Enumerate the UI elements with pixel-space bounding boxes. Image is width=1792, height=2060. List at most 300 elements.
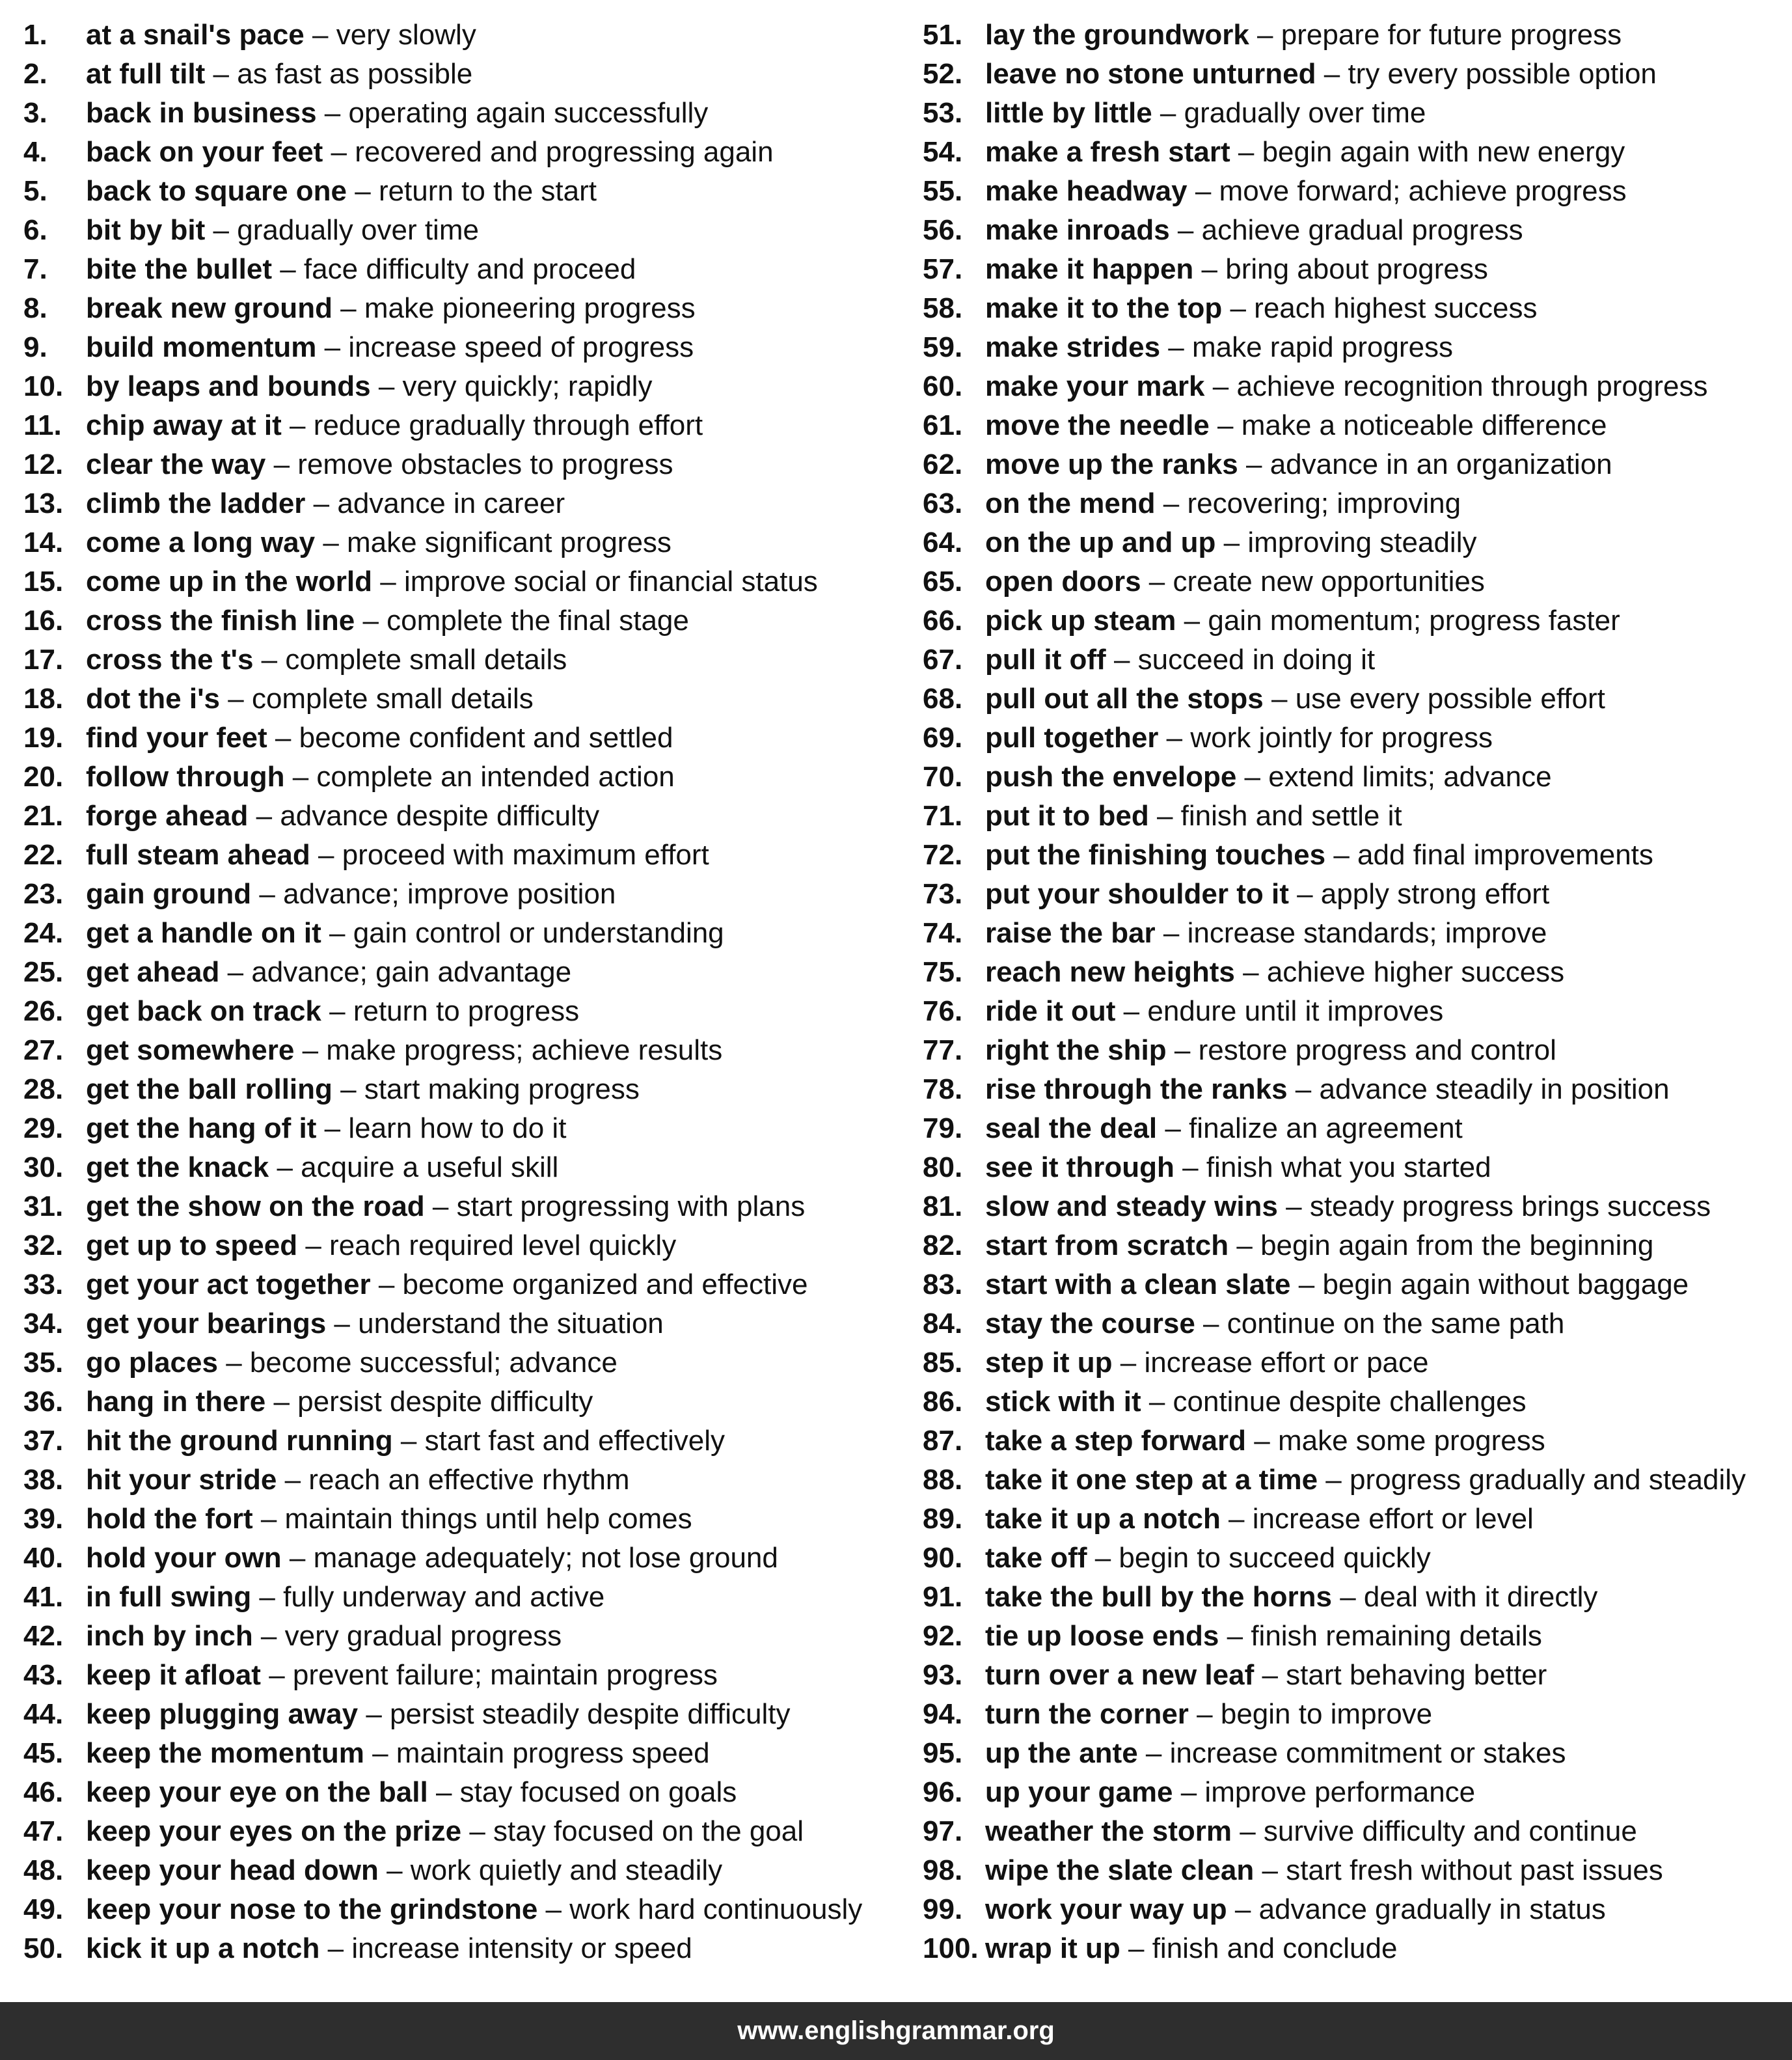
idiom-definition: work hard continuously xyxy=(569,1893,863,1925)
idiom-phrase: climb the ladder xyxy=(86,488,306,519)
website-url[interactable]: www.englishgrammar.org xyxy=(737,2016,1055,2045)
dash-separator: – xyxy=(1229,1229,1261,1261)
idiom-phrase: back in business xyxy=(86,97,317,129)
idiom-phrase: find your feet xyxy=(86,722,267,754)
idiom-definition: become confident and settled xyxy=(299,722,673,754)
item-number: 25. xyxy=(23,956,64,988)
idiom-phrase: raise the bar xyxy=(985,917,1156,949)
item-number: 17. xyxy=(23,644,64,676)
idiom-definition: increase commitment or stakes xyxy=(1169,1737,1566,1769)
idiom-definition: steady progress brings success xyxy=(1309,1190,1711,1222)
idiom-phrase: keep it afloat xyxy=(86,1659,261,1691)
idiom-definition: persist steadily despite difficulty xyxy=(390,1698,791,1730)
idiom-phrase: cross the t's xyxy=(86,644,254,676)
idiom-definition: gain momentum; progress faster xyxy=(1208,605,1620,637)
idiom-definition: finalize an agreement xyxy=(1189,1112,1463,1144)
dash-separator: – xyxy=(1157,1112,1189,1144)
dash-separator: – xyxy=(1141,1386,1173,1418)
item-number: 34. xyxy=(23,1308,64,1339)
idiom-phrase: get a handle on it xyxy=(86,917,321,949)
list-item xyxy=(23,1773,908,1812)
list-item xyxy=(923,55,1792,94)
idiom-definition: start progressing with plans xyxy=(456,1190,806,1222)
idiom-phrase: rise through the ranks xyxy=(985,1073,1288,1105)
idiom-definition: very quickly; rapidly xyxy=(402,370,653,402)
idiom-definition: make progress; achieve results xyxy=(326,1034,723,1066)
dash-separator: – xyxy=(265,1386,298,1418)
list-item xyxy=(23,1421,908,1461)
list-item xyxy=(23,680,908,719)
item-number: 85. xyxy=(923,1347,963,1379)
idiom-phrase: take a step forward xyxy=(985,1425,1247,1457)
dash-separator: – xyxy=(1254,1659,1286,1691)
idiom-definition: finish remaining details xyxy=(1251,1620,1542,1652)
idiom-phrase: work your way up xyxy=(985,1893,1227,1925)
idiom-definition: finish what you started xyxy=(1206,1151,1491,1183)
idiom-definition: persist despite difficulty xyxy=(297,1386,593,1418)
dash-separator: – xyxy=(1254,1854,1286,1886)
item-number: 86. xyxy=(923,1386,963,1418)
item-number: 27. xyxy=(23,1034,64,1066)
list-item xyxy=(23,1695,908,1734)
idiom-phrase: tie up loose ends xyxy=(985,1620,1219,1652)
item-number: 58. xyxy=(923,292,963,324)
idiom-definition: understand the situation xyxy=(358,1308,664,1339)
item-number: 35. xyxy=(23,1347,64,1379)
footer-bar xyxy=(0,2002,1792,2060)
list-item xyxy=(923,172,1792,211)
item-number: 50. xyxy=(23,1932,64,1964)
dash-separator: – xyxy=(461,1815,494,1847)
list-item xyxy=(923,797,1792,836)
idiom-definition: reach required level quickly xyxy=(329,1229,677,1261)
idiom-definition: succeed in doing it xyxy=(1137,644,1376,676)
dash-separator: – xyxy=(1246,1425,1278,1457)
item-number: 94. xyxy=(923,1698,963,1730)
dash-separator: – xyxy=(1174,1151,1206,1183)
idiom-phrase: up the ante xyxy=(985,1737,1138,1769)
list-item xyxy=(23,367,908,406)
list-item xyxy=(923,94,1792,133)
item-number: 1. xyxy=(23,19,48,51)
dash-separator: – xyxy=(1288,878,1321,910)
item-number: 14. xyxy=(23,527,64,558)
idiom-phrase: get somewhere xyxy=(86,1034,295,1066)
item-number: 77. xyxy=(923,1034,963,1066)
idiom-phrase: hold the fort xyxy=(86,1503,253,1535)
dash-separator: – xyxy=(252,1503,285,1535)
idiom-definition: gradually over time xyxy=(237,214,479,246)
idiom-definition: become organized and effective xyxy=(402,1269,808,1300)
list-item xyxy=(23,1734,908,1773)
idiom-definition: operating again successfully xyxy=(348,97,709,129)
dash-separator: – xyxy=(323,136,355,168)
item-number: 70. xyxy=(923,761,963,793)
idiom-phrase: inch by inch xyxy=(86,1620,253,1652)
dash-separator: – xyxy=(316,97,349,129)
list-item xyxy=(23,562,908,601)
idiom-phrase: lay the groundwork xyxy=(985,19,1249,51)
list-item xyxy=(23,133,908,172)
dash-separator: – xyxy=(1277,1190,1310,1222)
dash-separator: – xyxy=(1155,917,1188,949)
dash-separator: – xyxy=(1318,1464,1350,1496)
idiom-phrase: chip away at it xyxy=(86,409,282,441)
idiom-definition: prevent failure; maintain progress xyxy=(292,1659,718,1691)
item-number: 24. xyxy=(23,917,64,949)
item-number: 29. xyxy=(23,1112,64,1144)
item-number: 8. xyxy=(23,292,48,324)
list-item xyxy=(923,484,1792,523)
dash-separator: – xyxy=(1325,839,1358,871)
list-item xyxy=(923,1734,1792,1773)
idiom-definition: make rapid progress xyxy=(1191,331,1454,363)
item-number: 7. xyxy=(23,253,48,285)
idiom-phrase: make inroads xyxy=(985,214,1170,246)
item-number: 37. xyxy=(23,1425,64,1457)
list-item xyxy=(923,1070,1792,1109)
dash-separator: – xyxy=(1137,1737,1170,1769)
idiom-definition: begin again with new energy xyxy=(1262,136,1625,168)
idiom-definition: create new opportunities xyxy=(1173,566,1485,597)
idiom-definition: complete small details xyxy=(285,644,567,676)
list-item xyxy=(23,797,908,836)
idiom-phrase: up your game xyxy=(985,1776,1173,1808)
idiom-definition: manage adequately; not lose ground xyxy=(313,1542,778,1574)
dash-separator: – xyxy=(1238,448,1270,480)
idiom-phrase: take it one step at a time xyxy=(985,1464,1318,1496)
idiom-phrase: pull together xyxy=(985,722,1159,754)
idiom-definition: endure until it improves xyxy=(1147,995,1444,1027)
idiom-phrase: make it happen xyxy=(985,253,1194,285)
dash-separator: – xyxy=(321,917,353,949)
dash-separator: – xyxy=(305,488,338,519)
list-item xyxy=(923,250,1792,289)
idiom-phrase: by leaps and bounds xyxy=(86,370,371,402)
list-item xyxy=(923,601,1792,640)
idiom-phrase: get the ball rolling xyxy=(86,1073,333,1105)
item-number: 41. xyxy=(23,1581,64,1613)
list-item xyxy=(923,1187,1792,1226)
idiom-phrase: gain ground xyxy=(86,878,252,910)
item-number: 33. xyxy=(23,1269,64,1300)
idiom-column-left xyxy=(23,16,908,1968)
idiom-definition: achieve recognition through progress xyxy=(1236,370,1708,402)
idiom-phrase: at full tilt xyxy=(86,58,206,90)
dash-separator: – xyxy=(205,214,238,246)
dash-separator: – xyxy=(251,1581,284,1613)
item-number: 5. xyxy=(23,175,48,207)
dash-separator: – xyxy=(219,956,252,988)
dash-separator: – xyxy=(1209,409,1242,441)
idiom-definition: extend limits; advance xyxy=(1268,761,1552,793)
list-item xyxy=(923,1421,1792,1461)
list-item xyxy=(23,758,908,797)
idiom-definition: increase intensity or speed xyxy=(351,1932,692,1964)
dash-separator: – xyxy=(347,175,379,207)
dash-separator: – xyxy=(294,1034,327,1066)
dash-separator: – xyxy=(424,1190,457,1222)
item-number: 51. xyxy=(923,19,963,51)
item-number: 75. xyxy=(923,956,963,988)
list-item xyxy=(23,1851,908,1890)
idiom-phrase: stay the course xyxy=(985,1308,1195,1339)
dash-separator: – xyxy=(272,253,304,285)
item-number: 79. xyxy=(923,1112,963,1144)
idiom-phrase: forge ahead xyxy=(86,800,249,832)
idiom-definition: continue despite challenges xyxy=(1173,1386,1527,1418)
idiom-definition: acquire a useful skill xyxy=(301,1151,559,1183)
list-item xyxy=(923,367,1792,406)
idiom-phrase: wrap it up xyxy=(985,1932,1120,1964)
dash-separator: – xyxy=(1169,214,1202,246)
item-number: 99. xyxy=(923,1893,963,1925)
dash-separator: – xyxy=(267,722,299,754)
idiom-definition: add final improvements xyxy=(1357,839,1653,871)
list-item xyxy=(923,1695,1792,1734)
idiom-phrase: get the knack xyxy=(86,1151,269,1183)
idiom-definition: begin again without baggage xyxy=(1322,1269,1689,1300)
item-number: 45. xyxy=(23,1737,64,1769)
item-number: 18. xyxy=(23,683,64,715)
list-item xyxy=(23,1461,908,1500)
idiom-phrase: pull out all the stops xyxy=(985,683,1264,715)
idiom-phrase: in full swing xyxy=(86,1581,252,1613)
dash-separator: – xyxy=(1290,1269,1323,1300)
list-item xyxy=(23,1578,908,1617)
idiom-definition: apply strong effort xyxy=(1320,878,1550,910)
idiom-phrase: kick it up a notch xyxy=(86,1932,320,1964)
idiom-definition: reach highest success xyxy=(1254,292,1538,324)
dash-separator: – xyxy=(1220,1503,1253,1535)
idiom-definition: begin to improve xyxy=(1220,1698,1433,1730)
list-item xyxy=(923,1929,1792,1968)
idiom-definition: deal with it directly xyxy=(1363,1581,1598,1613)
idiom-definition: recovered and progressing again xyxy=(355,136,774,168)
idiom-definition: achieve gradual progress xyxy=(1201,214,1523,246)
item-number: 20. xyxy=(23,761,64,793)
item-number: 88. xyxy=(923,1464,963,1496)
item-number: 72. xyxy=(923,839,963,871)
item-number: 90. xyxy=(923,1542,963,1574)
idiom-phrase: hang in there xyxy=(86,1386,266,1418)
idiom-definition: begin again from the beginning xyxy=(1260,1229,1654,1261)
list-item xyxy=(923,328,1792,367)
item-number: 78. xyxy=(923,1073,963,1105)
dash-separator: – xyxy=(304,19,336,51)
item-number: 66. xyxy=(923,605,963,637)
idiom-phrase: get the show on the road xyxy=(86,1190,425,1222)
list-item xyxy=(23,211,908,250)
item-number: 83. xyxy=(923,1269,963,1300)
list-item xyxy=(923,680,1792,719)
idiom-phrase: make strides xyxy=(985,331,1161,363)
list-item xyxy=(23,1382,908,1421)
list-item xyxy=(923,640,1792,680)
idiom-definition: finish and settle it xyxy=(1180,800,1402,832)
item-number: 28. xyxy=(23,1073,64,1105)
idiom-phrase: keep your head down xyxy=(86,1854,379,1886)
idiom-definition: become successful; advance xyxy=(249,1347,618,1379)
idiom-phrase: get your bearings xyxy=(86,1308,327,1339)
list-item xyxy=(923,1461,1792,1500)
idiom-phrase: put the finishing touches xyxy=(985,839,1326,871)
item-number: 49. xyxy=(23,1893,64,1925)
item-number: 13. xyxy=(23,488,64,519)
idiom-phrase: make it to the top xyxy=(985,292,1223,324)
dash-separator: – xyxy=(1193,253,1226,285)
list-item xyxy=(23,1265,908,1304)
idiom-phrase: wipe the slate clean xyxy=(985,1854,1255,1886)
list-item xyxy=(923,1226,1792,1265)
idiom-phrase: come a long way xyxy=(86,527,316,558)
idiom-definition: advance despite difficulty xyxy=(280,800,600,832)
item-number: 21. xyxy=(23,800,64,832)
item-number: 74. xyxy=(923,917,963,949)
dash-separator: – xyxy=(253,644,286,676)
list-item xyxy=(23,55,908,94)
list-item xyxy=(23,1656,908,1695)
idiom-definition: make a noticeable difference xyxy=(1241,409,1607,441)
list-item xyxy=(23,250,908,289)
idiom-phrase: take the bull by the horns xyxy=(985,1581,1332,1613)
item-number: 59. xyxy=(923,331,963,363)
dash-separator: – xyxy=(332,292,364,324)
dash-separator: – xyxy=(1195,1308,1227,1339)
list-item xyxy=(23,953,908,992)
item-number: 67. xyxy=(923,644,963,676)
item-number: 64. xyxy=(923,527,963,558)
dash-separator: – xyxy=(1222,292,1255,324)
list-item xyxy=(923,16,1792,55)
dash-separator: – xyxy=(1166,1034,1199,1066)
list-item xyxy=(923,758,1792,797)
idiom-phrase: make your mark xyxy=(985,370,1205,402)
list-item xyxy=(23,992,908,1031)
list-item xyxy=(923,1773,1792,1812)
item-number: 9. xyxy=(23,331,48,363)
item-number: 63. xyxy=(923,488,963,519)
idiom-phrase: clear the way xyxy=(86,448,266,480)
idiom-phrase: full steam ahead xyxy=(86,839,310,871)
item-number: 76. xyxy=(923,995,963,1027)
dash-separator: – xyxy=(310,839,342,871)
idiom-phrase: put it to bed xyxy=(985,800,1149,832)
item-number: 44. xyxy=(23,1698,64,1730)
idiom-phrase: get back on track xyxy=(86,995,321,1027)
idiom-definition: continue on the same path xyxy=(1227,1308,1565,1339)
dash-separator: – xyxy=(1227,1893,1259,1925)
dash-separator: – xyxy=(326,1308,359,1339)
idiom-definition: restore progress and control xyxy=(1198,1034,1556,1066)
list-item xyxy=(23,601,908,640)
idiom-definition: make significant progress xyxy=(347,527,672,558)
item-number: 46. xyxy=(23,1776,64,1808)
dash-separator: – xyxy=(248,800,280,832)
dash-separator: – xyxy=(251,878,284,910)
idiom-phrase: dot the i's xyxy=(86,683,221,715)
item-number: 61. xyxy=(923,409,963,441)
dash-separator: – xyxy=(1204,370,1237,402)
idiom-phrase: step it up xyxy=(985,1347,1113,1379)
idiom-column-right xyxy=(923,16,1792,1968)
item-number: 19. xyxy=(23,722,64,754)
list-item xyxy=(23,172,908,211)
item-number: 4. xyxy=(23,136,48,168)
dash-separator: – xyxy=(1120,1932,1152,1964)
list-item xyxy=(923,992,1792,1031)
idiom-phrase: take off xyxy=(985,1542,1087,1574)
item-number: 26. xyxy=(23,995,64,1027)
list-item xyxy=(23,16,908,55)
item-number: 69. xyxy=(923,722,963,754)
item-number: 47. xyxy=(23,1815,64,1847)
item-number: 31. xyxy=(23,1190,64,1222)
idiom-definition: advance; gain advantage xyxy=(251,956,572,988)
item-number: 81. xyxy=(923,1190,963,1222)
idiom-phrase: keep your nose to the grindstone xyxy=(86,1893,538,1925)
idiom-phrase: start with a clean slate xyxy=(985,1269,1291,1300)
item-number: 92. xyxy=(923,1620,963,1652)
idiom-phrase: on the mend xyxy=(985,488,1156,519)
idiom-definition: increase effort or pace xyxy=(1144,1347,1429,1379)
list-item xyxy=(23,289,908,328)
dash-separator: – xyxy=(1187,175,1219,207)
dash-separator: – xyxy=(537,1893,570,1925)
idiom-phrase: break new ground xyxy=(86,292,333,324)
item-number: 22. xyxy=(23,839,64,871)
list-item xyxy=(23,406,908,445)
list-item xyxy=(923,289,1792,328)
list-item xyxy=(923,1148,1792,1187)
idiom-phrase: pick up steam xyxy=(985,605,1176,637)
idiom-phrase: keep plugging away xyxy=(86,1698,359,1730)
idiom-definition: achieve higher success xyxy=(1266,956,1565,988)
item-number: 11. xyxy=(23,409,62,441)
idiom-definition: improving steadily xyxy=(1247,527,1477,558)
idiom-phrase: see it through xyxy=(985,1151,1174,1183)
list-item xyxy=(23,1539,908,1578)
idiom-phrase: turn the corner xyxy=(985,1698,1189,1730)
idiom-definition: return to progress xyxy=(353,995,580,1027)
list-item xyxy=(923,1500,1792,1539)
dash-separator: – xyxy=(1230,136,1262,168)
idiom-phrase: go places xyxy=(86,1347,218,1379)
item-number: 68. xyxy=(923,683,963,715)
idiom-phrase: little by little xyxy=(985,97,1152,129)
dash-separator: – xyxy=(297,1229,330,1261)
dash-separator: – xyxy=(1236,761,1269,793)
dash-separator: – xyxy=(1188,1698,1221,1730)
dash-separator: – xyxy=(1115,995,1148,1027)
list-item xyxy=(23,836,908,875)
dash-separator: – xyxy=(205,58,238,90)
dash-separator: – xyxy=(277,1464,309,1496)
dash-separator: – xyxy=(1287,1073,1320,1105)
item-number: 16. xyxy=(23,605,64,637)
idiom-definition: very gradual progress xyxy=(284,1620,562,1652)
idiom-phrase: keep the momentum xyxy=(86,1737,364,1769)
idiom-phrase: start from scratch xyxy=(985,1229,1229,1261)
dash-separator: – xyxy=(1219,1620,1251,1652)
item-number: 82. xyxy=(923,1229,963,1261)
item-number: 97. xyxy=(923,1815,963,1847)
idiom-phrase: back on your feet xyxy=(86,136,323,168)
idiom-phrase: stick with it xyxy=(985,1386,1141,1418)
item-number: 38. xyxy=(23,1464,64,1496)
dash-separator: – xyxy=(392,1425,425,1457)
idiom-phrase: open doors xyxy=(985,566,1141,597)
